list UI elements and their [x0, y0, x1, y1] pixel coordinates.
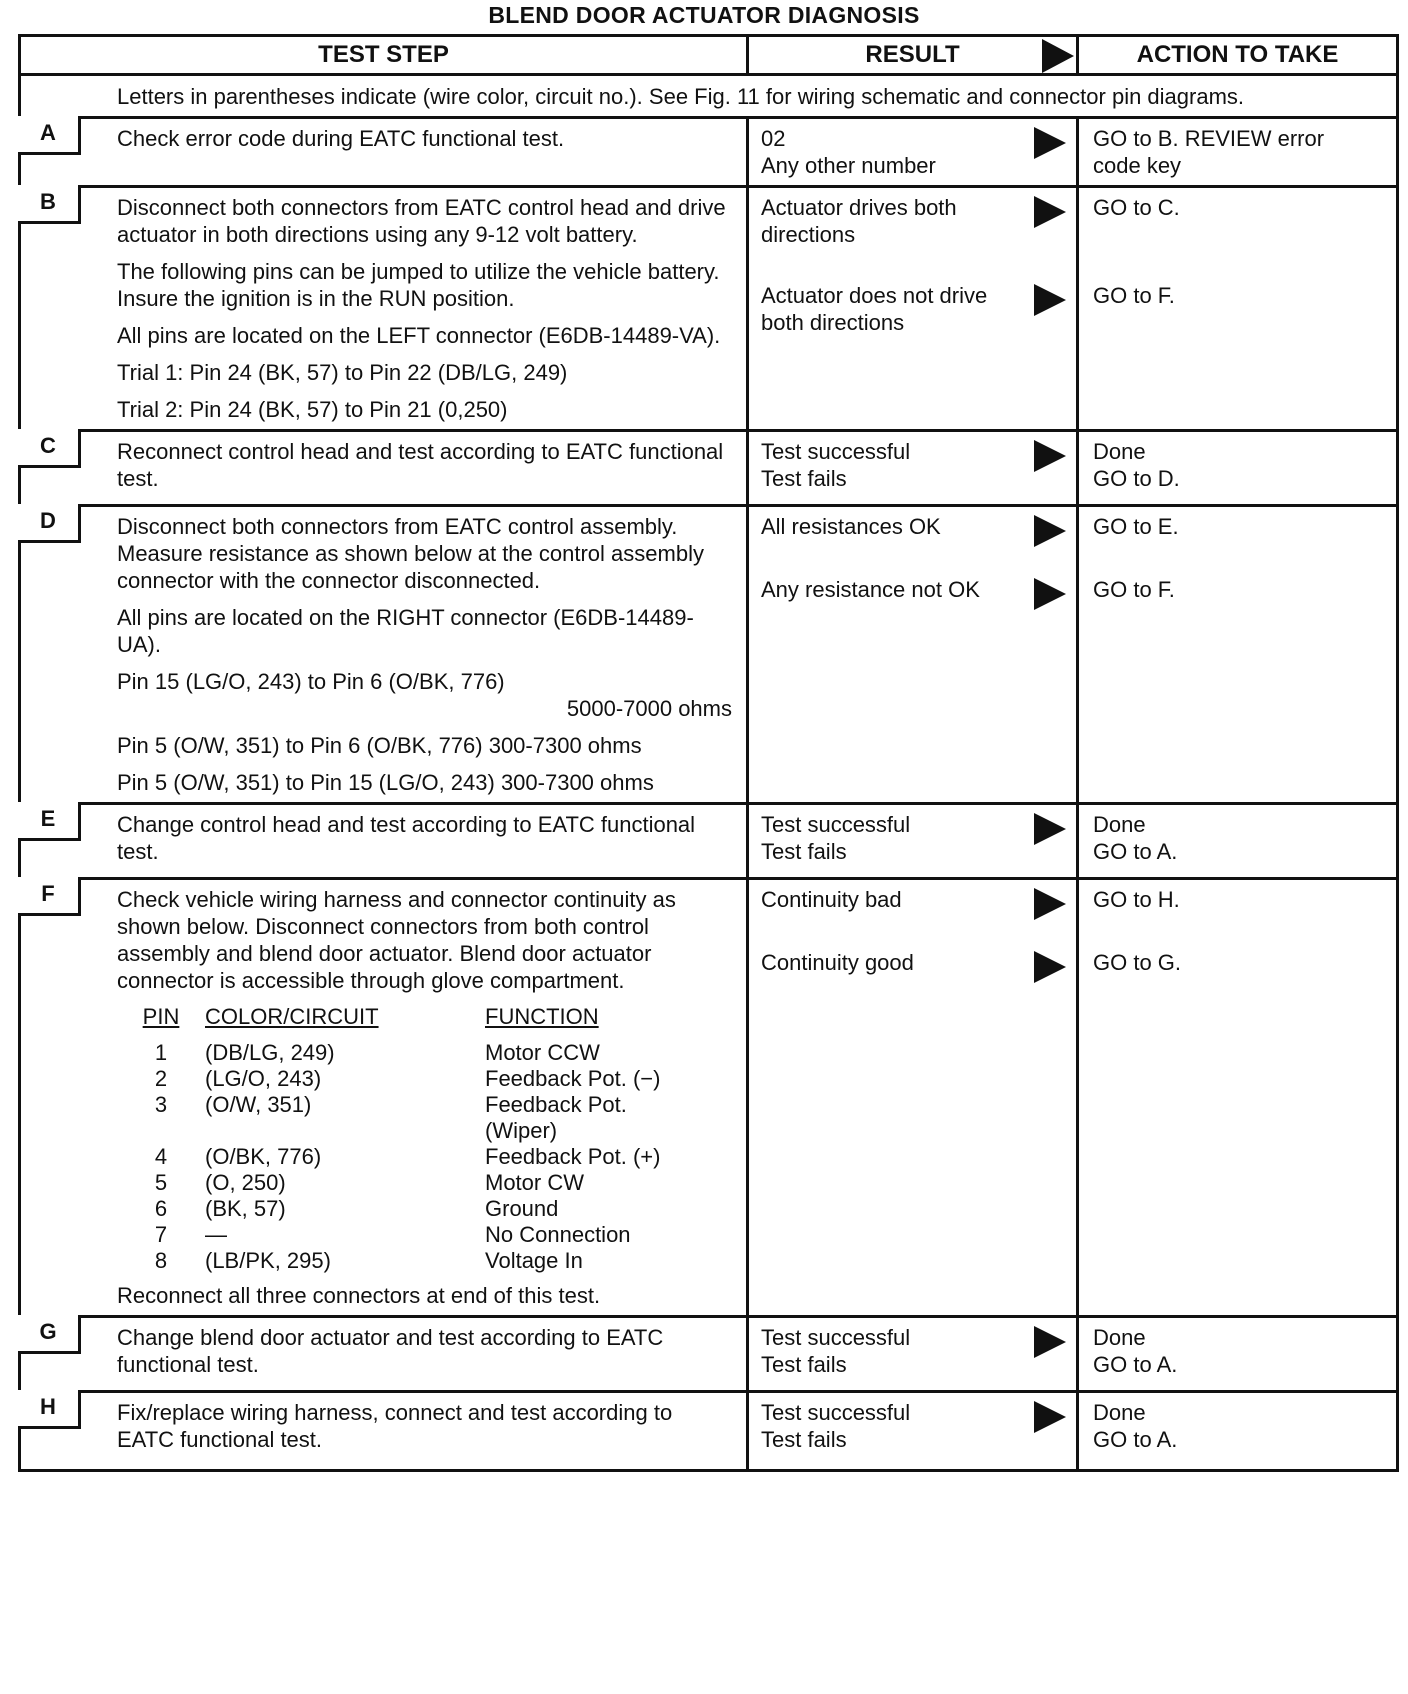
arrow-right-icon — [1034, 284, 1066, 316]
step-letter: G — [18, 1315, 81, 1354]
note-row — [20, 75, 1398, 118]
action-text: GO to C. — [1093, 195, 1180, 220]
arrow-right-icon — [1034, 196, 1066, 228]
pin-row — [131, 1144, 685, 1170]
step-d-action — [1078, 506, 1398, 804]
step-row-a — [20, 118, 1398, 187]
result-text: Any other number — [761, 153, 936, 178]
result-text: Continuity good — [761, 950, 914, 975]
pin-header: PIN — [142, 1004, 180, 1029]
result-item — [761, 1399, 1062, 1426]
step-text-line: Pin 15 (LG/O, 243) to Pin 6 (O/BK, 776) — [117, 669, 505, 694]
step-f-action — [1078, 879, 1398, 1317]
header-result — [748, 36, 1078, 75]
note-text: Letters in parentheses indicate (wire color, circuit no.). See Fig. 11 for wiring schematic and connector pin diagrams. — [20, 75, 1398, 118]
pin-color: (O, 250) — [205, 1170, 286, 1195]
step-letter: H — [18, 1390, 81, 1429]
step-letter: E — [18, 802, 81, 841]
action-text: Done — [1093, 439, 1146, 464]
result-text: Test successful — [761, 1325, 911, 1350]
pin-row — [131, 1066, 685, 1092]
step-f-result — [748, 879, 1078, 1317]
result-text: Test successful — [761, 812, 911, 837]
action-text: Done — [1093, 812, 1146, 837]
pin-number: 7 — [154, 1222, 168, 1247]
step-text: Pin 5 (O/W, 351) to Pin 15 (LG/O, 243) 300-7300 ohms — [117, 770, 654, 795]
step-g-cell — [20, 1317, 748, 1392]
action-text: GO to A. — [1093, 1352, 1178, 1377]
step-d-cell — [20, 506, 748, 804]
result-item — [761, 886, 1062, 913]
action-text: code key — [1093, 153, 1182, 178]
step-text: Pin 5 (O/W, 351) to Pin 6 (O/BK, 776) 300-7300 ohms — [117, 733, 642, 758]
pin-function: Feedback Pot. (+) — [485, 1144, 661, 1169]
result-text: Actuator does not drive both directions — [761, 283, 988, 335]
pin-header: FUNCTION — [485, 1004, 599, 1029]
pin-function: No Connection — [485, 1222, 631, 1247]
step-b-result — [748, 187, 1078, 431]
step-row-e — [20, 804, 1398, 879]
step-g-result — [748, 1317, 1078, 1392]
pin-number: 4 — [154, 1144, 168, 1169]
step-text: Check vehicle wiring harness and connector continuity as shown below. Disconnect connectors from both control assembly and blend door actuator. Blend door actuator connector is accessible through glove compartment. — [117, 887, 676, 993]
pin-function: Ground — [485, 1196, 559, 1221]
step-text: All pins are located on the LEFT connector (E6DB-14489-VA). — [117, 323, 721, 348]
result-item — [761, 194, 1062, 248]
step-h-result — [748, 1392, 1078, 1471]
pin-number: 1 — [154, 1040, 168, 1065]
step-row-h — [20, 1392, 1398, 1471]
action-text: GO to B. REVIEW error — [1093, 126, 1325, 151]
pin-number: 6 — [154, 1196, 168, 1221]
step-text: Fix/replace wiring harness, connect and test according to EATC functional test. — [117, 1400, 673, 1452]
step-c-cell — [20, 431, 748, 506]
pin-number: 3 — [154, 1092, 168, 1117]
step-e-action — [1078, 804, 1398, 879]
pin-color: (LG/O, 243) — [205, 1066, 322, 1091]
header-row — [20, 36, 1398, 75]
step-c-result — [748, 431, 1078, 506]
pin-color: (O/W, 351) — [205, 1092, 312, 1117]
result-item — [761, 949, 1062, 976]
step-letter: C — [18, 429, 81, 468]
pin-color: (DB/LG, 249) — [205, 1040, 335, 1065]
step-a-result — [748, 118, 1078, 187]
result-item — [761, 811, 1062, 838]
pin-row — [131, 1092, 685, 1144]
action-text: GO to F. — [1093, 283, 1175, 308]
pin-header-row — [131, 1004, 685, 1030]
header-result-label: RESULT — [865, 41, 960, 68]
result-text: Test fails — [761, 839, 847, 864]
pin-row — [131, 1196, 685, 1222]
arrow-right-icon — [1034, 578, 1066, 610]
arrow-right-icon — [1034, 127, 1066, 159]
result-text: Test fails — [761, 1352, 847, 1377]
step-letter: D — [18, 504, 81, 543]
header-test-step: TEST STEP — [20, 36, 748, 75]
pin-function: Feedback Pot. (Wiper) — [485, 1092, 627, 1143]
arrow-right-icon — [1034, 888, 1066, 920]
step-b-action — [1078, 187, 1398, 431]
pin-number: 8 — [154, 1248, 168, 1273]
result-text: All resistances OK — [761, 514, 941, 539]
step-text: The following pins can be jumped to utilize the vehicle battery. Insure the ignition is in the RUN position. — [117, 259, 720, 311]
step-text: All pins are located on the RIGHT connector (E6DB-14489-UA). — [117, 605, 694, 657]
result-text: Test fails — [761, 1427, 847, 1452]
step-a-cell — [20, 118, 748, 187]
header-action: ACTION TO TAKE — [1078, 36, 1398, 75]
result-item — [761, 125, 1062, 152]
action-text: GO to A. — [1093, 1427, 1178, 1452]
pin-color: — — [205, 1222, 227, 1247]
step-text-line: 5000-7000 ohms — [566, 696, 732, 721]
step-row-f — [20, 879, 1398, 1317]
step-text: Change control head and test according to EATC functional test. — [117, 812, 696, 864]
arrow-right-icon — [1034, 813, 1066, 845]
action-text: GO to H. — [1093, 887, 1180, 912]
pin-function: Feedback Pot. (−) — [485, 1066, 661, 1091]
result-item — [761, 1324, 1062, 1351]
result-text: Test successful — [761, 1400, 911, 1425]
result-text: Test fails — [761, 466, 847, 491]
arrow-right-icon — [1042, 39, 1074, 73]
action-text: GO to A. — [1093, 839, 1178, 864]
action-text: Done — [1093, 1400, 1146, 1425]
step-h-cell — [20, 1392, 748, 1471]
step-a-action — [1078, 118, 1398, 187]
pin-number: 5 — [154, 1170, 168, 1195]
result-item — [761, 576, 1062, 603]
step-text: Reconnect control head and test according to EATC functional test. — [117, 439, 724, 491]
step-row-d — [20, 506, 1398, 804]
step-text: Trial 2: Pin 24 (BK, 57) to Pin 21 (0,250) — [117, 397, 508, 422]
action-text: GO to E. — [1093, 514, 1179, 539]
diagnosis-table — [18, 34, 1399, 1472]
step-f-cell — [20, 879, 748, 1317]
step-g-action — [1078, 1317, 1398, 1392]
action-text: GO to D. — [1093, 466, 1180, 491]
result-text: Any resistance not OK — [761, 577, 980, 602]
step-row-g — [20, 1317, 1398, 1392]
step-letter: A — [18, 116, 81, 155]
step-text: Disconnect both connectors from EATC control head and drive actuator in both directions using any 9-12 volt battery. — [117, 195, 726, 247]
step-text: Reconnect all three connectors at end of this test. — [117, 1283, 601, 1308]
result-text: 02 — [761, 126, 786, 151]
action-text: GO to F. — [1093, 577, 1175, 602]
pin-row — [131, 1248, 685, 1274]
pin-row — [131, 1040, 685, 1066]
pin-header: COLOR/CIRCUIT — [205, 1004, 379, 1029]
step-row-c — [20, 431, 1398, 506]
pin-color: (O/BK, 776) — [205, 1144, 322, 1169]
pin-color: (BK, 57) — [205, 1196, 286, 1221]
result-text: Continuity bad — [761, 887, 902, 912]
step-letter: B — [18, 185, 81, 224]
pin-row — [131, 1222, 685, 1248]
pin-function: Motor CW — [485, 1170, 584, 1195]
pin-row — [131, 1170, 685, 1196]
step-row-b — [20, 187, 1398, 431]
pin-table — [131, 1004, 685, 1274]
step-e-result — [748, 804, 1078, 879]
step-text: Trial 1: Pin 24 (BK, 57) to Pin 22 (DB/LG, 249) — [117, 360, 568, 385]
result-item — [761, 282, 1062, 336]
step-d-result — [748, 506, 1078, 804]
pin-function: Voltage In — [485, 1248, 583, 1273]
step-text: Disconnect both connectors from EATC control assembly. Measure resistance as shown below at the control assembly connector with the connector disconnected. — [117, 514, 704, 593]
result-item — [761, 438, 1062, 465]
arrow-right-icon — [1034, 951, 1066, 983]
page-title: BLEND DOOR ACTUATOR DIAGNOSIS — [488, 2, 920, 28]
arrow-right-icon — [1034, 1401, 1066, 1433]
result-text: Actuator drives both directions — [761, 195, 957, 247]
step-e-cell — [20, 804, 748, 879]
step-text — [117, 668, 732, 722]
step-text: Change blend door actuator and test according to EATC functional test. — [117, 1325, 664, 1377]
arrow-right-icon — [1034, 1326, 1066, 1358]
action-text: GO to G. — [1093, 950, 1182, 975]
result-item — [761, 513, 1062, 540]
step-h-action — [1078, 1392, 1398, 1471]
pin-color: (LB/PK, 295) — [205, 1248, 331, 1273]
step-c-action — [1078, 431, 1398, 506]
step-b-cell — [20, 187, 748, 431]
step-text: Check error code during EATC functional test. — [117, 126, 565, 151]
action-text: Done — [1093, 1325, 1146, 1350]
pin-number: 2 — [154, 1066, 168, 1091]
step-letter: F — [18, 877, 81, 916]
arrow-right-icon — [1034, 440, 1066, 472]
result-text: Test successful — [761, 439, 911, 464]
pin-function: Motor CCW — [485, 1040, 600, 1065]
arrow-right-icon — [1034, 515, 1066, 547]
